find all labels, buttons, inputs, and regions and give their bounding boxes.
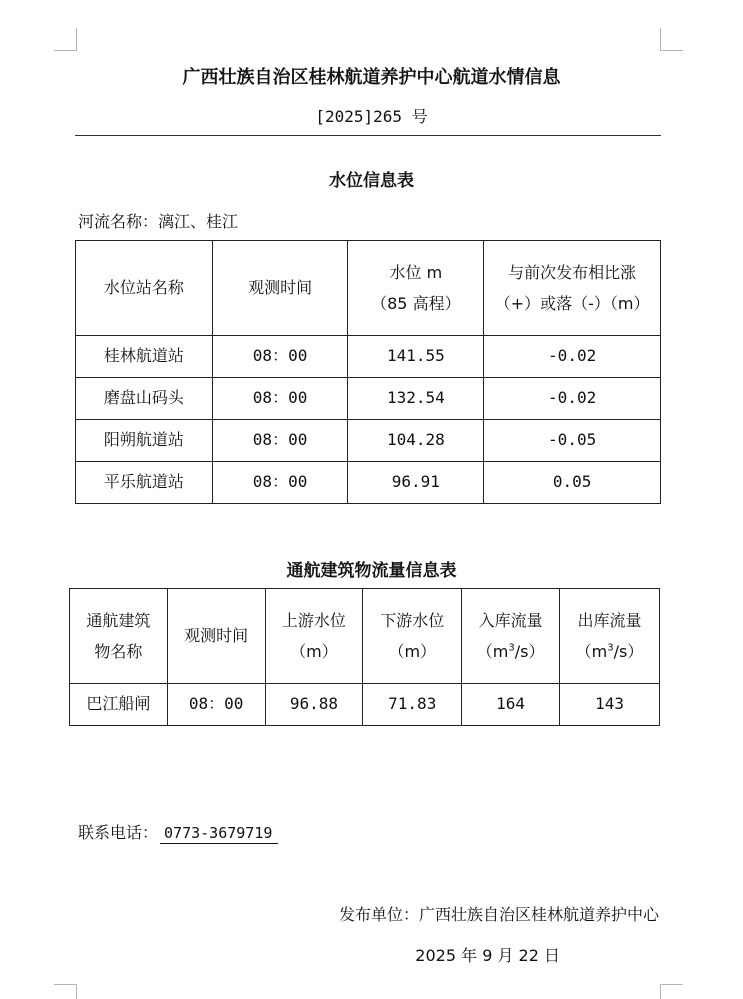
header-name-line2: 物名称 [94, 642, 143, 661]
change-cell: -0.02 [484, 336, 661, 378]
publish-date: 2025 年 9 月 22 日 [415, 946, 560, 965]
station-cell: 平乐航道站 [76, 462, 213, 504]
table-row [76, 420, 661, 462]
header-outflow-line1: 出库流量 [577, 610, 642, 630]
header-level-line1: 水位 m [389, 262, 443, 282]
header-change-line2: （+）或落（-）（m） [494, 294, 650, 313]
crop-mark-bottom-right [660, 984, 683, 999]
header-time: 观测时间 [167, 589, 265, 684]
header-station: 水位站名称 [76, 241, 213, 336]
time-cell: 08：00 [212, 336, 348, 378]
header-upstream [265, 589, 363, 684]
table-header-row [70, 589, 660, 684]
inflow-cell: 164 [462, 684, 560, 726]
header-name-line1: 通航建筑 [86, 610, 151, 630]
header-upstream-line1: 上游水位 [281, 610, 346, 630]
inflow-unit-pre: （m [476, 642, 509, 661]
table-row [76, 378, 661, 420]
contact-label: 联系电话： [78, 823, 159, 842]
document-title: 广西壮族自治区桂林航道养护中心航道水情信息 [182, 67, 561, 88]
document-number: [2025]265 号 [315, 107, 428, 126]
change-cell: 0.05 [484, 462, 661, 504]
header-outflow [560, 589, 660, 684]
table-header-row [76, 241, 661, 336]
inflow-unit-sup: 3 [508, 642, 515, 654]
table-row [76, 462, 661, 504]
outflow-cell: 143 [560, 684, 660, 726]
header-change-line1: 与前次发布相比涨 [508, 262, 637, 282]
time-cell: 08：00 [212, 378, 348, 420]
publisher: 发布单位：广西壮族自治区桂林航道养护中心 [338, 905, 659, 924]
header-inflow-line2 [462, 636, 559, 667]
change-cell: -0.05 [484, 420, 661, 462]
contact-phone: 0773-3679719 [160, 823, 278, 844]
upstream-cell: 96.88 [265, 684, 363, 726]
flow-table [69, 588, 660, 726]
time-cell: 08：00 [212, 420, 348, 462]
outflow-unit-pre: （m [575, 642, 608, 661]
header-downstream-line1: 下游水位 [380, 610, 445, 630]
outflow-unit-post: /s） [613, 642, 644, 661]
table-row [70, 684, 660, 726]
inflow-unit-post: /s） [514, 642, 545, 661]
station-cell: 桂林航道站 [76, 336, 213, 378]
outflow-unit-sup: 3 [607, 642, 614, 654]
station-cell: 阳朔航道站 [76, 420, 213, 462]
level-cell: 132.54 [348, 378, 484, 420]
time-cell: 08：00 [212, 462, 348, 504]
header-structure-name [70, 589, 168, 684]
level-cell: 96.91 [348, 462, 484, 504]
header-time: 观测时间 [212, 241, 348, 336]
crop-mark-bottom-left [54, 984, 77, 999]
flow-table-title: 通航建筑物流量信息表 [286, 561, 457, 581]
header-inflow [462, 589, 560, 684]
header-divider [75, 135, 661, 136]
structure-name-cell: 巴江船闸 [70, 684, 168, 726]
header-downstream [363, 589, 462, 684]
water-level-table-title: 水位信息表 [329, 171, 414, 191]
header-upstream-line2: （m） [290, 642, 338, 661]
crop-mark-top-right [660, 28, 683, 51]
downstream-cell: 71.83 [363, 684, 462, 726]
water-level-table [75, 240, 661, 504]
header-level [348, 241, 484, 336]
header-downstream-line2: （m） [388, 642, 437, 661]
change-cell: -0.02 [484, 378, 661, 420]
header-level-line2: （85 高程） [371, 294, 461, 313]
contact-line [78, 820, 278, 844]
header-outflow-line2 [560, 636, 659, 667]
header-inflow-line1: 入库流量 [478, 610, 543, 630]
header-change [484, 241, 661, 336]
table-row [76, 336, 661, 378]
level-cell: 141.55 [348, 336, 484, 378]
level-cell: 104.28 [348, 420, 484, 462]
time-cell: 08：00 [167, 684, 265, 726]
river-name: 河流名称：漓江、桂江 [78, 212, 239, 231]
crop-mark-top-left [54, 28, 77, 51]
station-cell: 磨盘山码头 [76, 378, 213, 420]
